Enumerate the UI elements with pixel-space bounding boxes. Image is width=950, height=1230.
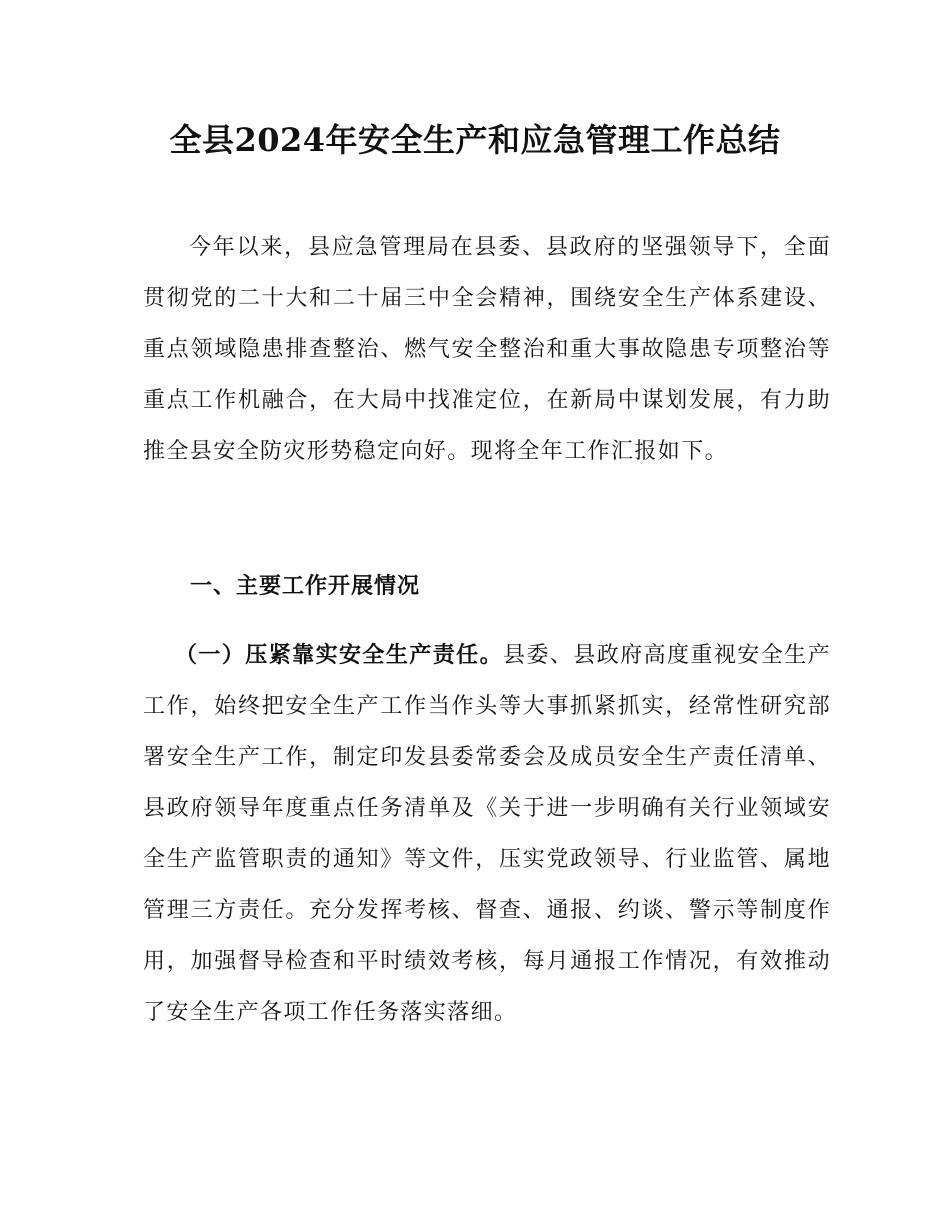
subsection-lead: （一）压紧靠实安全生产责任。 xyxy=(175,643,504,668)
subsection-paragraph xyxy=(143,630,831,1038)
document-title: 全县2024年安全生产和应急管理工作总结 xyxy=(169,121,781,159)
intro-paragraph: 今年以来，县应急管理局在县委、县政府的坚强领导下，全面贯彻党的二十大和二十届三中全会精神，围绕安全生产体系建设、重点领域隐患排查整治、燃气安全整治和重大事故隐患专项整治等重点工作机融合，在大局中找准定位，在新局中谋划发展，有力助推全县安全防灾形势稳定向好。现将全年工作汇报如下。 xyxy=(143,235,831,464)
subsection-body: 县委、县政府高度重视安全生产工作，始终把安全生产工作当作头等大事抓紧抓实，经常性研究部署安全生产工作，制定印发县委常委会及成员安全生产责任清单、县政府领导年度重点任务清单及《关于进一步明确有关行业领域安全生产监管职责的通知》等文件，压实党政领导、行业监管、属地管理三方责任。充分发挥考核、督查、通报、约谈、警示等制度作用，加强督导检查和平时绩效考核，每月通报工作情况，有效推动了安全生产各项工作任务落实落细。 xyxy=(143,643,831,1025)
section-heading: 一、主要工作开展情况 xyxy=(190,574,421,599)
